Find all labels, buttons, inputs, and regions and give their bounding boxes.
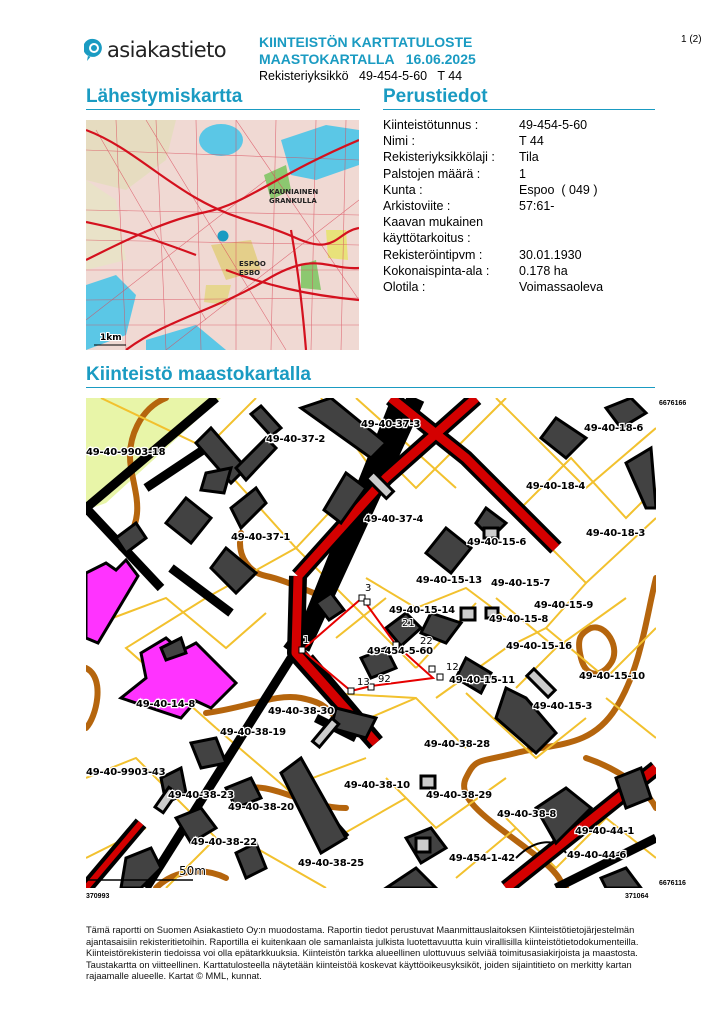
info-row-registration-date — [383, 247, 603, 263]
parcel-label: 49-40-15-3 — [533, 701, 593, 712]
info-row-archive-ref — [383, 198, 603, 214]
coord-bottom-left: 370993 — [86, 893, 110, 900]
parcel-label: 49-40-38-10 — [344, 780, 410, 791]
parcel-label: 49-40-38-30 — [268, 706, 334, 717]
basic-info-table — [383, 117, 603, 295]
approach-scale-label: 1km — [100, 333, 122, 343]
parcel-label: 49-40-38-8 — [497, 809, 557, 820]
parcel-label: 49-40-15-11 — [449, 675, 515, 686]
info-row-zoning-use-2 — [383, 230, 603, 246]
property-location-marker — [218, 231, 229, 242]
boundary-point-1: 1 — [303, 635, 310, 646]
info-value: 49-454-5-60 — [519, 118, 588, 132]
info-label: Rekisteriyksikkölaji : — [383, 150, 495, 165]
map-label-kauniainen: KAUNIAINEN — [269, 188, 319, 196]
parcel-label: 49-40-44-1 — [575, 826, 635, 837]
info-value: Voimassaoleva — [519, 280, 604, 295]
parcel-label: 49-40-18-3 — [586, 528, 646, 539]
parcel-label: 49-454-1-42 — [449, 853, 515, 864]
info-label: Olotila : — [383, 280, 426, 295]
approach-map-heading: Lähestymiskartta — [86, 86, 360, 110]
report-title-line1: KIINTEISTÖN KARTTATULOSTE — [259, 34, 473, 50]
boundary-point-92: 92 — [378, 674, 391, 685]
parcel-label: 49-40-15-10 — [579, 671, 645, 682]
parcel-label: 49-40-9903-43 — [86, 767, 166, 778]
info-row-unit-type — [383, 149, 603, 165]
report-title-line2: MAASTOKARTALLA 16.06.2025 — [259, 51, 476, 67]
parcel-label: 49-40-14-8 — [136, 699, 196, 710]
info-label: Arkistoviite : — [383, 199, 451, 214]
info-row-name — [383, 133, 603, 149]
parcel-label: 49-40-15-8 — [489, 614, 549, 625]
parcel-label: 49-40-38-20 — [228, 802, 294, 813]
terrain-map-heading: Kiinteistö maastokartalla — [86, 364, 655, 388]
info-label: Palstojen määrä : — [383, 166, 481, 181]
info-row-total-area — [383, 263, 603, 279]
info-label: Rekisteröintipvm : — [383, 247, 483, 262]
parcel-label: 49-40-15-13 — [416, 575, 482, 586]
parcel-label: 49-40-38-23 — [168, 790, 234, 801]
parcel-label: 49-40-37-2 — [266, 434, 326, 445]
parcel-label: 49-40-18-4 — [526, 481, 586, 492]
coord-bottom-mid: 371064 — [625, 893, 649, 900]
info-label: Nimi : — [383, 134, 415, 149]
terrain-map — [86, 398, 656, 888]
info-label: käyttötarkoitus : — [383, 231, 471, 246]
info-label: Kokonaispinta-ala : — [383, 263, 490, 278]
parcel-label: 49-40-18-6 — [584, 423, 644, 434]
info-row-property-id — [383, 117, 603, 133]
logo-text: asiakastieto — [107, 38, 226, 62]
info-value: Espoo ( 049 ) — [519, 182, 598, 197]
info-label: Kunta : — [383, 182, 423, 197]
info-value: 30.01.1930 — [519, 247, 582, 262]
info-value: Tila — [519, 150, 539, 165]
map-label-grankulla: GRANKULLA — [269, 197, 317, 205]
parcel-label: 49-40-37-3 — [361, 419, 421, 430]
map-label-espoo: ESPOO — [239, 260, 266, 268]
report-title — [259, 34, 476, 68]
parcel-label: 49-40-38-25 — [298, 858, 364, 869]
parcel-label: 49-40-15-9 — [534, 600, 594, 611]
parcel-label: 49-40-15-16 — [506, 641, 572, 652]
parcel-label: 49-40-38-28 — [424, 739, 490, 750]
disclaimer-text: Tämä raportti on Suomen Asiakastieto Oy:n muodostama. Raportin tiedot perustuvat Maanmittauslaitoksen Kiinteistötietojärjestelmän ajantasaisiin rekisteritietoihin. Raportilla ei kuitenkaan ole samanlaista julkista luotettavuutta kuin virallisilla kiinteistötietodokumenteilla. Kiinteistörekisterin tiedoissa voi olla epätarkkuuksia. Kiinteistön tarkka alueellinen ulottuvuus selviää toimitusasiakirjoista ja maastosta. Taustakartta on viitteellinen. Karttatulosteella näytetään kiinteistöä koskevat käyttöoikeusyksiköt, joiden sijaintitieto on merkitty kartan rajaamalle alueelle. Kartat © MML, kunnat. — [86, 925, 639, 982]
boundary-point-12: 12 — [446, 662, 459, 673]
register-unit-subtitle: Rekisteriyksikkö 49-454-5-60 T 44 — [259, 69, 463, 83]
coord-bottom-right: 6676116 — [659, 880, 686, 887]
parcel-label: 49-40-9903-18 — [86, 447, 166, 458]
parcel-label: 49-40-15-14 — [389, 605, 455, 616]
location-pin-icon — [84, 38, 104, 62]
logo — [84, 38, 226, 62]
boundary-point-3: 3 — [365, 583, 372, 594]
parcel-label: 49-40-38-19 — [220, 727, 286, 738]
info-row-zoning-use-1 — [383, 214, 603, 230]
approach-map — [86, 120, 359, 350]
parcel-label: 49-40-44-6 — [567, 850, 627, 861]
parcel-label: 49-40-37-4 — [364, 514, 424, 525]
parcel-label: 49-40-37-1 — [231, 532, 291, 543]
info-row-status — [383, 279, 603, 295]
boundary-point-13: 13 — [357, 677, 370, 688]
info-label: Kaavan mukainen — [383, 215, 484, 230]
boundary-point-22: 22 — [420, 636, 433, 647]
info-label: Kiinteistötunnus : — [383, 118, 479, 132]
info-value: T 44 — [519, 134, 544, 149]
info-value: 0.178 ha — [519, 263, 568, 278]
info-value: 1 — [519, 166, 526, 181]
info-row-municipality — [383, 182, 603, 198]
info-row-parcel-count — [383, 166, 603, 182]
parcel-label: 49-40-15-6 — [467, 537, 527, 548]
parcel-label-target: 49-454-5-60 — [367, 646, 433, 657]
boundary-point-21: 21 — [402, 618, 415, 629]
info-value: 57:61- — [519, 199, 555, 214]
parcel-label: 49-40-15-7 — [491, 578, 551, 589]
map-label-esbo: ESBO — [239, 269, 261, 277]
basic-info-heading: Perustiedot — [383, 86, 655, 110]
terrain-scale-label: 50m — [179, 864, 206, 878]
parcel-label: 49-40-38-29 — [426, 790, 492, 801]
page-number: 1 (2) — [681, 34, 702, 45]
coord-top-right: 6676166 — [659, 400, 687, 407]
parcel-label: 49-40-38-22 — [191, 837, 257, 848]
